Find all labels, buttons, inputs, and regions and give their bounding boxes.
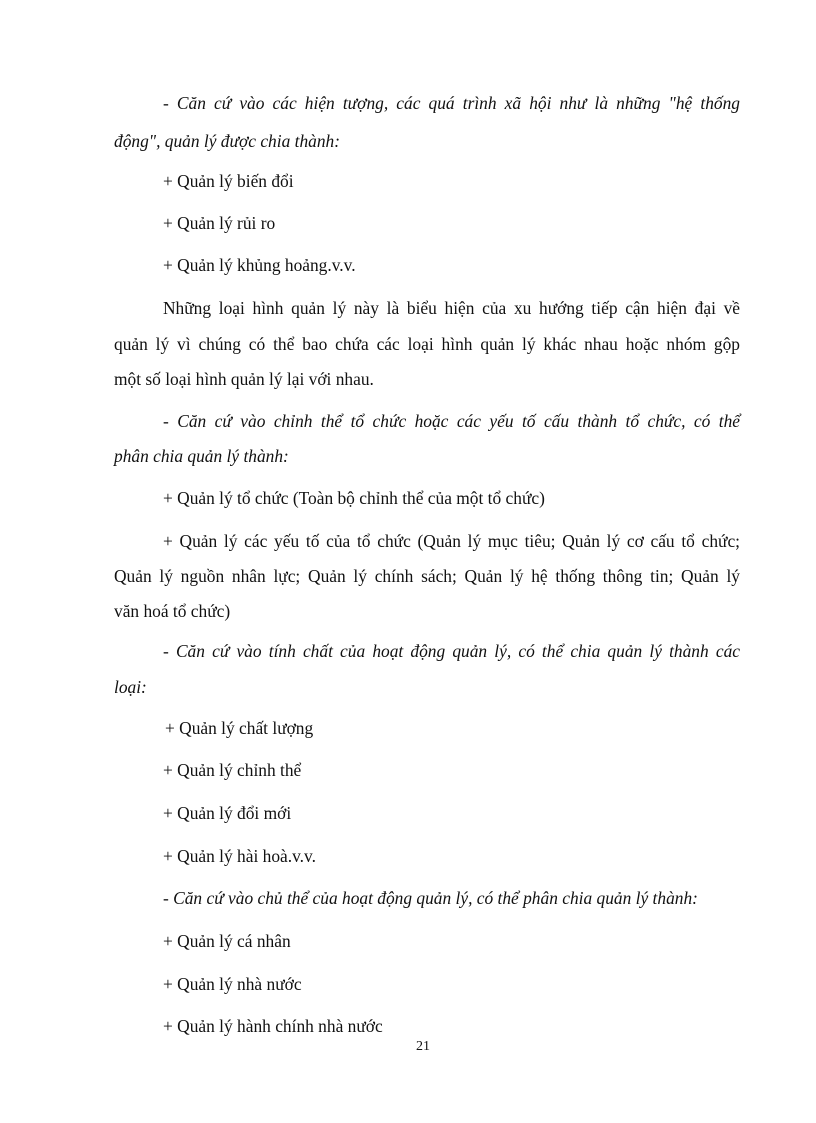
paragraph-line: - Căn cứ vào chủ thể của hoạt động quản lý, có thể phân chia quản lý thành:	[163, 888, 698, 908]
paragraph-line: - Căn cứ vào các hiện tượng, các quá trình xã hội như là những "hệ thống	[163, 93, 740, 113]
list-item: + Quản lý chất lượng	[165, 718, 314, 738]
paragraph-line: động", quản lý được chia thành:	[114, 131, 341, 151]
list-item: + Quản lý chỉnh thể	[163, 760, 302, 780]
paragraph-line: + Quản lý các yếu tố của tổ chức (Quản lý mục tiêu; Quản lý cơ cấu tổ chức;	[163, 531, 740, 551]
paragraph-line: loại:	[114, 677, 147, 697]
list-item: + Quản lý biến đổi	[163, 171, 294, 191]
list-item: + Quản lý đổi mới	[163, 803, 292, 823]
paragraph-line: - Căn cứ vào tính chất của hoạt động quản lý, có thể chia quản lý thành các	[163, 641, 740, 661]
list-item: + Quản lý cá nhân	[163, 931, 291, 951]
list-item: + Quản lý rủi ro	[163, 213, 276, 233]
paragraph-line: phân chia quản lý thành:	[114, 446, 289, 466]
list-item: + Quản lý hài hoà.v.v.	[163, 846, 316, 866]
list-item: + Quản lý hành chính nhà nước	[163, 1016, 383, 1036]
paragraph-line: - Căn cứ vào chỉnh thể tổ chức hoặc các yếu tố cấu thành tổ chức, có thể	[163, 411, 740, 431]
list-item: + Quản lý khủng hoảng.v.v.	[163, 255, 356, 275]
list-item: + Quản lý nhà nước	[163, 974, 302, 994]
paragraph-line: một số loại hình quản lý lại với nhau.	[114, 369, 374, 389]
paragraph-line: văn hoá tổ chức)	[114, 601, 231, 621]
page-number: 21	[416, 1039, 430, 1054]
paragraph-line: Những loại hình quản lý này là biểu hiện của xu hướng tiếp cận hiện đại về	[163, 298, 740, 318]
list-item: + Quản lý tổ chức (Toàn bộ chỉnh thể của một tổ chức)	[163, 488, 545, 508]
paragraph-line: Quản lý nguồn nhân lực; Quản lý chính sách; Quản lý hệ thống thông tin; Quản lý	[114, 566, 740, 586]
paragraph-line: quản lý vì chúng có thể bao chứa các loại hình quản lý khác nhau hoặc nhóm gộp	[114, 334, 740, 354]
